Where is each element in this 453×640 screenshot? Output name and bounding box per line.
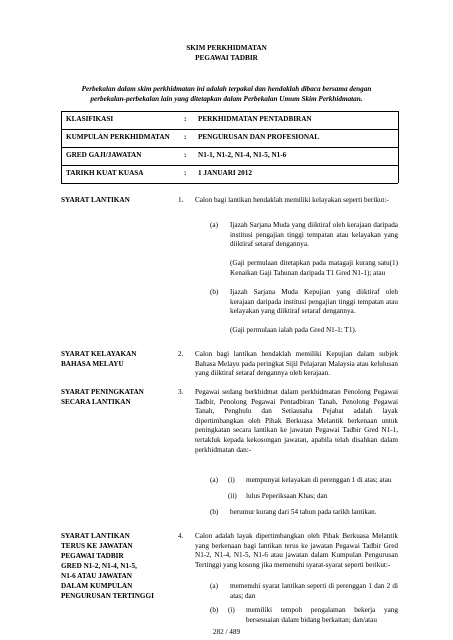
subitem-label: (ii) (228, 492, 237, 500)
item-note: (Gaji permulaan ditetapkan pada matagaji kurang satu(1) Kenaikan Gaji Tahunan daripada T1 Gred N1-1); atau (230, 259, 398, 277)
section-number: 3. (178, 388, 184, 396)
info-sep: : (184, 115, 187, 123)
item-label: (b) (210, 606, 219, 614)
subitem-text: memiliki tempoh pengalaman bekerja yang bersesuaian dalam bidang berkaitan; dan/atau (246, 606, 398, 624)
item-note: (Gaji permulaan ialah pada Gred N1-1: T1). (230, 326, 357, 334)
intro-line2: perbekalan-perbekalan lain yang ditetapkan dalam Perbekalan Umum Skim Perkhidmatan. (90, 95, 363, 103)
item-text: memenuhi syarat lantikan seperti di perenggan 1 dan 2 di atas; dan (230, 582, 398, 600)
info-label: TARIKH KUAT KUASA (66, 169, 144, 177)
item-label: (b) (210, 288, 219, 296)
section-heading: DALAM KUMPULAN (61, 582, 133, 590)
doc-title-line1: SKIM PERKHIDMATAN (186, 44, 267, 52)
item-text: Ijazah Sarjana Muda yang diiktiraf oleh kerajaan daripada institusi pengajian tinggi tempatan atau kelayakan yang diiktiraf setaraf dengannya. (230, 221, 398, 249)
subitem-label: (i) (228, 606, 235, 614)
info-sep: : (184, 133, 187, 141)
subitem-text: mempunyai kelayakan di perenggan 1 di atas; atau (246, 476, 392, 484)
item-label: (b) (210, 508, 219, 516)
info-label: KUMPULAN PERKHIDMATAN (66, 133, 170, 141)
section-heading: SYARAT LANTIKAN (61, 532, 130, 540)
section-heading: SYARAT KELAYAKAN (61, 350, 137, 358)
subitem-label: (i) (228, 476, 235, 484)
section-text: Calon bagi lantikan hendaklah memiliki kelayakan seperti berikut:- (195, 196, 389, 204)
section-heading: N1-6 ATAU JAWATAN (61, 572, 132, 580)
info-label: GRED GAJI/JAWATAN (66, 151, 142, 159)
info-sep: : (184, 151, 187, 159)
info-value: PERKHIDMATAN PENTADBIRAN (198, 115, 312, 123)
section-text: Calon bagi lantikan hendaklah memiliki Kepujian dalam subjek Bahasa Melayu pada peringkat Sijil Pelajaran Malaysia atau kelulusan yang diiktiraf setaraf dengannya oleh kerajaan. (195, 350, 398, 378)
section-heading: PENGURUSAN TERTINGGI (61, 592, 154, 600)
section-heading: GRED N1-2, N1-4, N1-5, (61, 562, 137, 570)
page-number: 282 / 489 (212, 628, 241, 636)
item-label: (a) (210, 476, 218, 484)
subitem-text: lulus Peperiksaan Khas; dan (246, 492, 328, 500)
item-text: berumur kurang dari 54 tahun pada tarikh lantikan. (230, 508, 377, 516)
info-value: 1 JANUARI 2012 (198, 169, 252, 177)
item-text: Ijazah Sarjana Muda Kepujian yang diiktiraf oleh kerajaan daripada institusi pengajian tinggi tempatan atau kelayakan yang diiktiraf setaraf dengannya. (230, 288, 398, 316)
section-number: 2. (178, 350, 184, 358)
info-value: N1-1, N1-2, N1-4, N1-5, N1-6 (198, 151, 287, 159)
section-heading: BAHASA MELAYU (61, 360, 124, 368)
section-heading: SYARAT PENINGKATAN (61, 388, 144, 396)
section-number: 1. (178, 196, 184, 204)
section-text: Calon adalah layak dipertimbangkan oleh Pihak Berkuasa Melantik yang berkenaan bagi lantikan terus ke jawatan Pegawai Tadbir Gred N1-2, N1-4, N1-5, N1-6 atau jawatan dalam Kumpulan Pengurusan Tertinggi yang kosong jika memenuhi syarat-syarat seperti berikut:- (195, 532, 398, 569)
section-number: 4. (178, 532, 184, 540)
section-heading: SYARAT LANTIKAN (61, 196, 130, 204)
info-value: PENGURUSAN DAN PROFESIONAL (198, 133, 319, 141)
section-heading: SECARA LANTIKAN (61, 398, 131, 406)
item-label: (a) (210, 582, 218, 590)
intro-line1: Perbekalan dalam skim perkhidmatan ini adalah terpakai dan hendaklah dibaca bersama dengan (81, 85, 372, 93)
item-label: (a) (210, 221, 218, 229)
info-sep: : (184, 169, 187, 177)
section-text: Pegawai sedang berkhidmat dalam perkhidmatan Penolong Pegawai Tadbir, Penolong Pegawai Pentadbiran Tanah, Penolong Pegawai Tanah, Penghulu dan Setiausaha Pejabat adalah layak dipertimbangkan oleh Pihak Berkuasa Melantik berkenaan untuk peningkatan secara lantikan ke jawatan Pegawai Tadbir Gred N1-1, tertakluk kepada kekosongan jawatan, apabila telah disahkan dalam perkhidmatan dan:- (195, 388, 398, 454)
section-heading: PEGAWAI TADBIR (61, 552, 124, 560)
info-label: KLASIFIKASI (66, 115, 114, 123)
section-heading: TERUS KE JAWATAN (61, 542, 133, 550)
doc-title-line2: PEGAWAI TADBIR (195, 54, 258, 62)
